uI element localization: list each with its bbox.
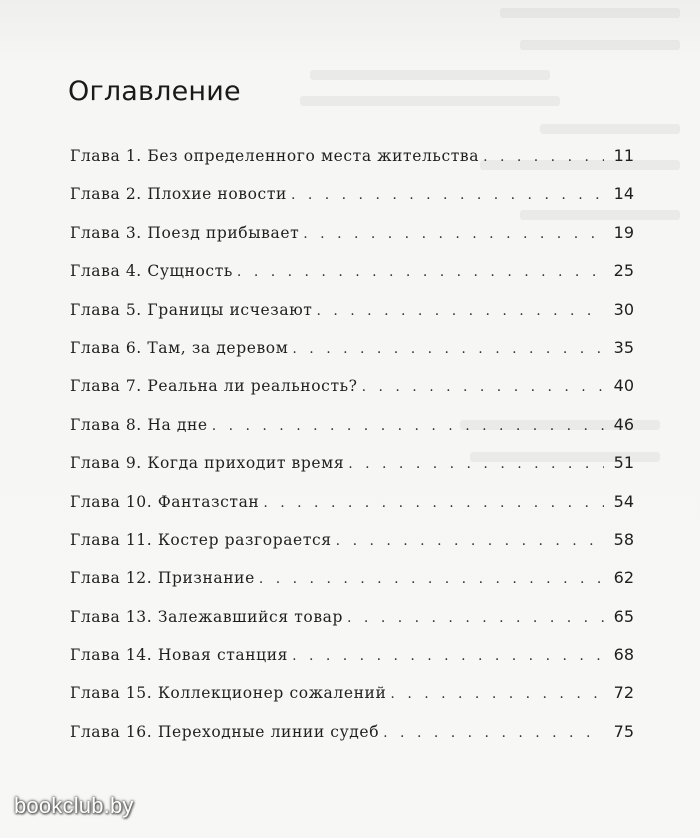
toc-entry-page: 11 [613, 146, 634, 165]
site-watermark: bookclub.by [14, 793, 134, 818]
toc-entry-label: Глава 6. Там, за деревом [70, 338, 289, 357]
toc-entry-page: 68 [613, 645, 634, 665]
toc-entry [70, 683, 634, 721]
toc-leader-dots [362, 379, 604, 395]
toc-leader-dots [237, 264, 604, 280]
toc-leader-dots [316, 303, 604, 319]
toc-entry [70, 376, 634, 414]
toc-entry-label: Глава 2. Плохие новости [70, 185, 287, 204]
toc-entry [70, 261, 634, 299]
toc-leader-dots [259, 571, 604, 587]
toc-entry-label: Глава 4. Сущность [70, 262, 233, 281]
toc-entry-label: Глава 13. Залежавшийся товар [70, 607, 344, 626]
toc-entry [70, 184, 634, 222]
toc-entry-label: Глава 10. Фантазстан [70, 492, 260, 511]
toc-entry [70, 453, 634, 491]
toc-entry-label: Глава 14. Новая станция [70, 646, 289, 665]
toc-entry-page: 51 [613, 453, 634, 473]
toc-entry-page: 19 [613, 222, 634, 242]
toc-leader-dots [348, 456, 604, 472]
toc-entry-page: 62 [613, 568, 634, 588]
toc-entry [70, 492, 634, 530]
toc-entry-page: 54 [613, 491, 634, 511]
toc-leader-dots [292, 341, 604, 357]
table-of-contents [70, 146, 634, 760]
toc-leader-dots [292, 648, 604, 664]
page-title: Оглавление [68, 76, 241, 108]
toc-entry-label: Глава 9. Когда приходит время [70, 454, 345, 473]
toc-leader-dots [263, 495, 604, 511]
toc-entry [70, 338, 634, 376]
toc-entry-label: Глава 15. Коллекционер сожалений [70, 684, 387, 703]
toc-leader-dots [336, 533, 604, 549]
toc-entry-page: 25 [613, 261, 634, 281]
toc-entry [70, 415, 634, 453]
toc-entry-label: Глава 3. Поезд прибывает [70, 223, 300, 242]
toc-leader-dots [483, 149, 604, 165]
toc-entry-label: Глава 1. Без определенного места жительства [70, 147, 480, 165]
toc-entry [70, 607, 634, 645]
toc-entry-label: Глава 7. Реальна ли реальность? [70, 377, 358, 396]
toc-entry [70, 223, 634, 261]
toc-entry-page: 65 [613, 606, 634, 626]
toc-entry-page: 14 [613, 184, 634, 204]
toc-entry-page: 75 [613, 721, 634, 741]
toc-leader-dots [383, 725, 604, 741]
toc-entry-label: Глава 11. Костер разгорается [70, 530, 332, 549]
toc-entry-label: Глава 12. Признание [70, 569, 255, 588]
toc-leader-dots [291, 187, 604, 203]
toc-entry [70, 300, 634, 338]
toc-leader-dots [303, 226, 604, 242]
toc-entry [70, 645, 634, 683]
toc-entry [70, 146, 634, 184]
toc-entry [70, 722, 634, 760]
toc-entry-page: 46 [613, 414, 634, 434]
toc-leader-dots [347, 610, 604, 626]
toc-entry-page: 40 [613, 376, 634, 396]
toc-leader-dots [390, 686, 604, 702]
toc-entry-page: 35 [613, 337, 634, 357]
toc-entry-page: 58 [613, 529, 634, 549]
toc-entry-page: 30 [613, 299, 634, 319]
toc-entry-page: 72 [613, 683, 634, 703]
toc-entry-label: Глава 16. Переходные линии судеб [70, 722, 380, 741]
toc-entry-label: Глава 8. На дне [70, 415, 208, 434]
toc-entry-label: Глава 5. Границы исчезают [70, 300, 313, 319]
toc-entry [70, 568, 634, 606]
toc-leader-dots [212, 418, 604, 434]
toc-entry [70, 530, 634, 568]
